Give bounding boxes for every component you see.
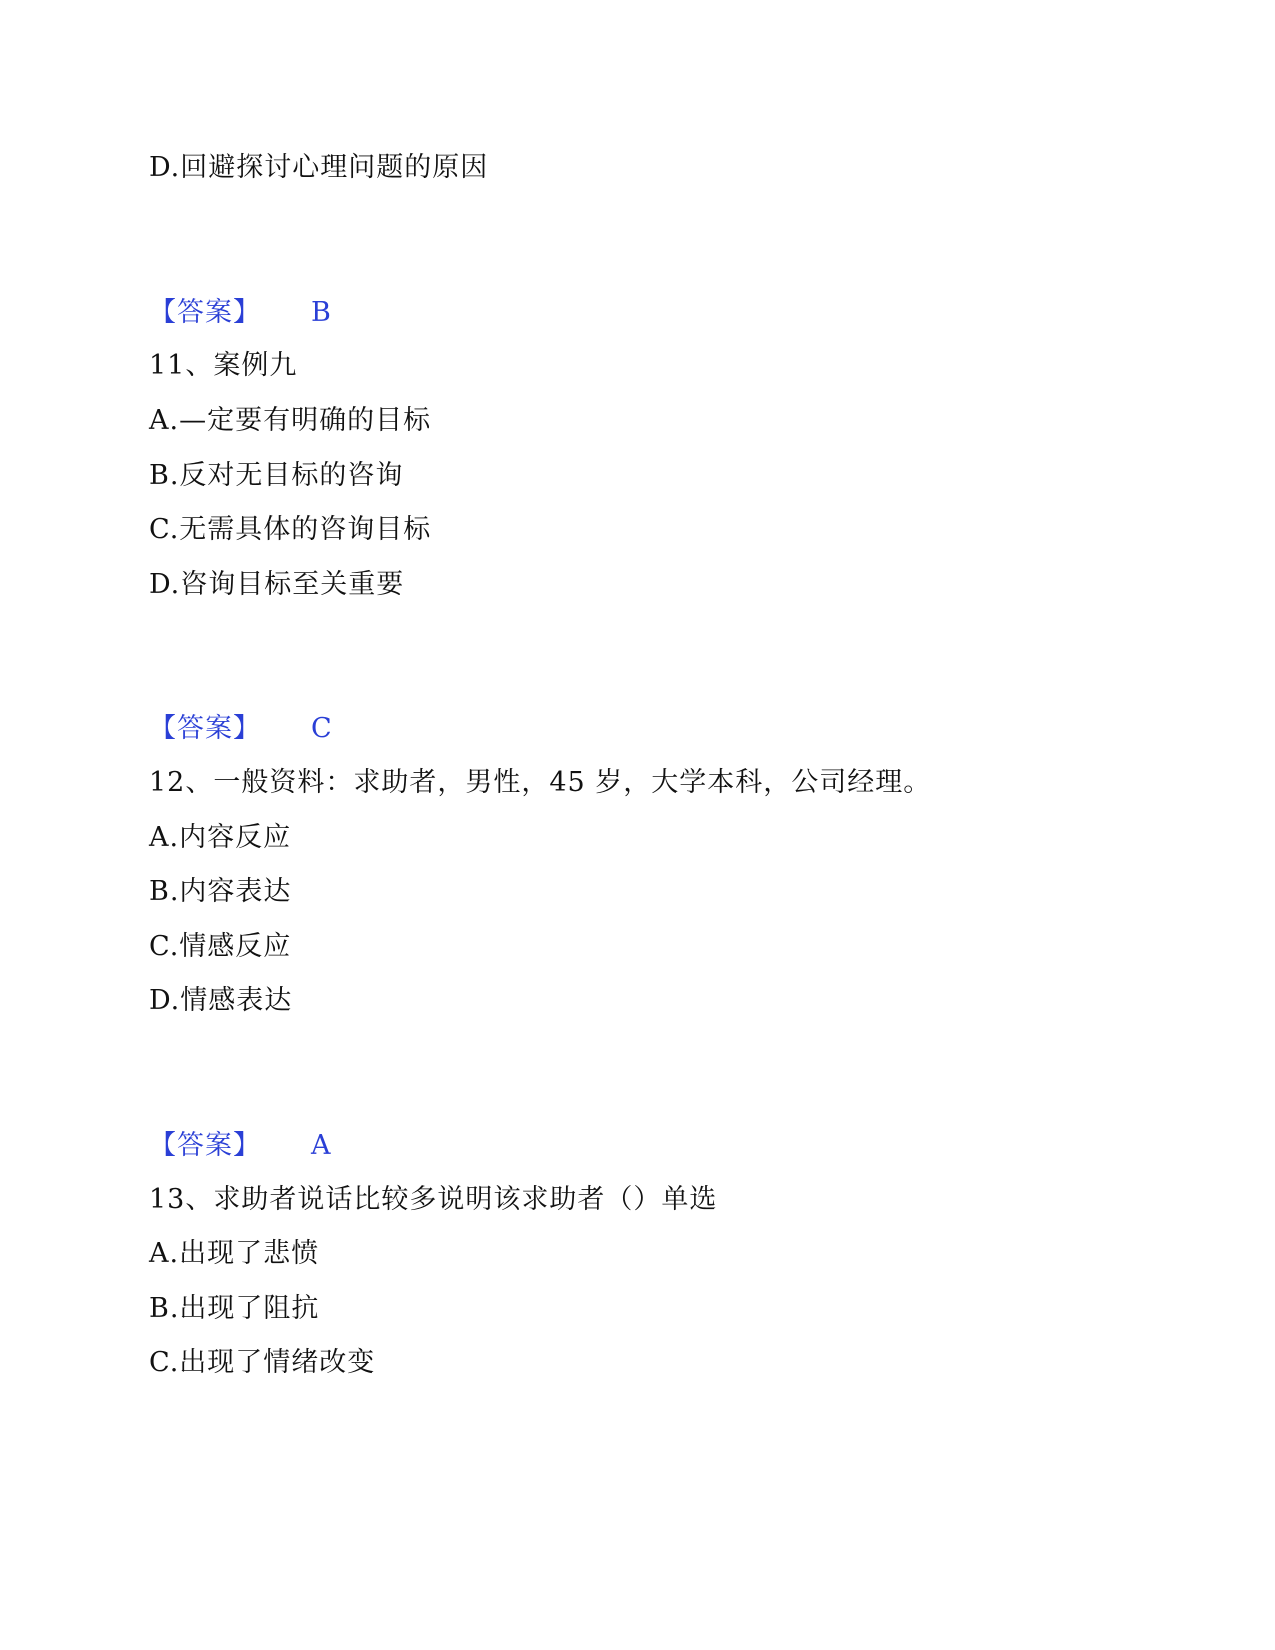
q12-option-c: C.情感反应 [149, 931, 292, 962]
q10-option-d: D.回避探讨心理问题的原因 [149, 152, 489, 183]
answer-value: A [311, 1130, 332, 1161]
q11-option-b: B.反对无目标的咨询 [149, 460, 404, 491]
q11-stem: 11、案例九 [149, 350, 298, 381]
q12-option-b: B.内容表达 [149, 876, 292, 907]
q12-option-a: A.内容反应 [149, 822, 292, 853]
q12-option-d: D.情感表达 [149, 985, 293, 1016]
answer-row-q11 [149, 711, 333, 747]
answer-value: B [311, 297, 332, 328]
answer-value: C [311, 713, 333, 744]
answer-label: 【答案】 [149, 713, 261, 744]
answer-row-q12 [149, 1128, 332, 1164]
q11-option-d: D.咨询目标至关重要 [149, 569, 405, 600]
q13-option-c: C.出现了情绪改变 [149, 1347, 376, 1378]
q13-option-a: A.出现了悲愤 [149, 1238, 320, 1269]
q13-stem: 13、求助者说话比较多说明该求助者（）单选 [149, 1184, 718, 1215]
q11-option-c: C.无需具体的咨询目标 [149, 514, 432, 545]
answer-row-q10 [149, 295, 332, 331]
q12-stem: 12、一般资料：求助者，男性，45 岁，大学本科，公司经理。 [149, 767, 932, 798]
answer-label: 【答案】 [149, 297, 261, 328]
q11-option-a: A.—定要有明确的目标 [149, 405, 432, 436]
answer-label: 【答案】 [149, 1130, 261, 1161]
q13-option-b: B.出现了阻抗 [149, 1293, 320, 1324]
